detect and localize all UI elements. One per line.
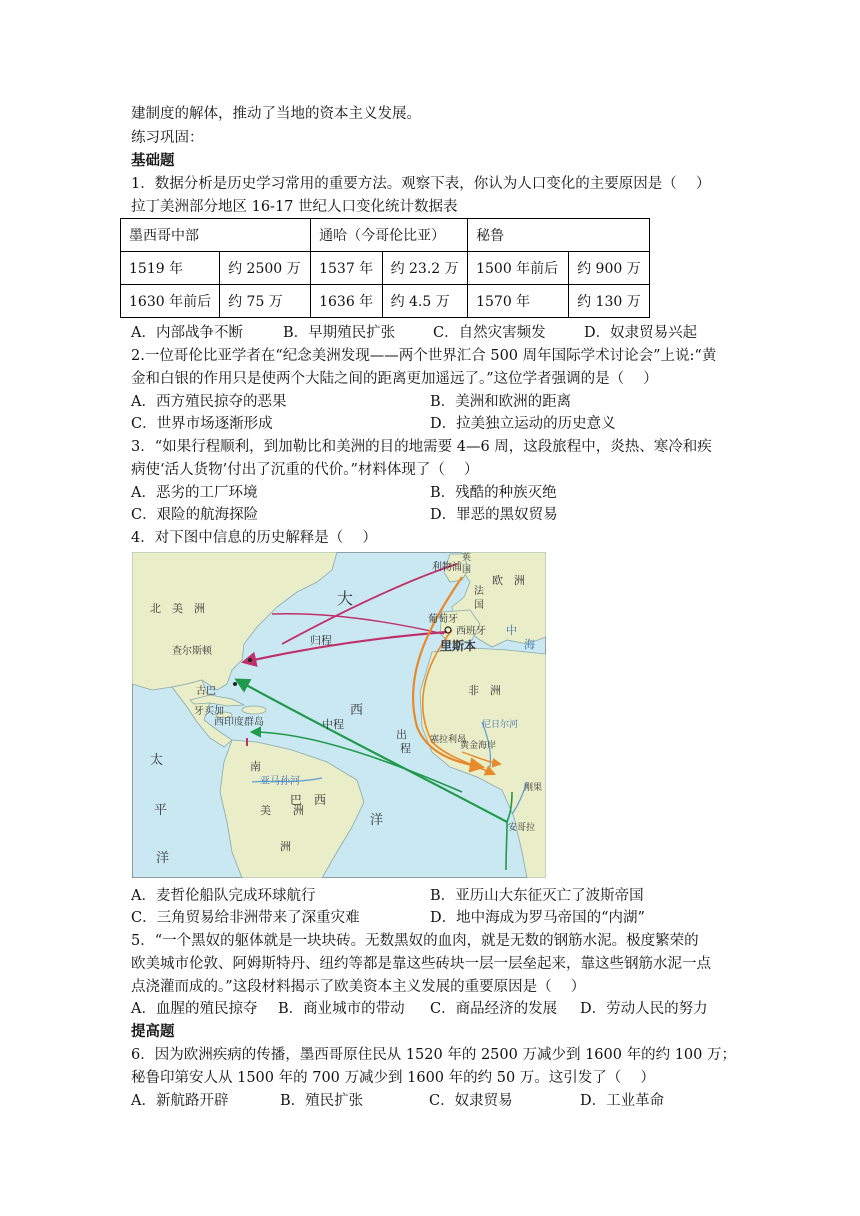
label-amazon: 亚马孙河 [260, 776, 300, 787]
intro-line: 建制度的解体，推动了当地的资本主义发展。 [131, 106, 421, 122]
q5-option-d[interactable]: D．劳动人民的努力 [580, 1001, 708, 1017]
label-outward1: 出 [396, 729, 407, 741]
q6-option-c[interactable]: C．奴隶贸易 [429, 1093, 513, 1109]
label-return-route: 归程 [310, 635, 332, 647]
q4-option-a[interactable]: A．麦哲伦船队完成环球航行 [131, 888, 316, 904]
q1-stem: 1．数据分析是历史学习常用的重要方法。观察下表，你认为人口变化的主要原因是（ ） [131, 176, 711, 192]
label-france2: 国 [474, 600, 484, 611]
q3-option-c[interactable]: C．艰险的航海探险 [131, 507, 259, 523]
q2-option-c[interactable]: C．世界市场逐渐形成 [131, 416, 273, 432]
label-sierra-leone: 塞拉利昂 [430, 734, 467, 744]
label-africa: 非 洲 [468, 685, 501, 697]
q4-stem: 4．对下图中信息的历史解释是（ ） [131, 530, 377, 546]
label-zhou: 洲 [280, 841, 291, 853]
label-congo: 刚果 [524, 782, 543, 792]
label-brazil: 巴 西 [290, 793, 327, 807]
q4-options-row1 [131, 886, 644, 906]
table-header-row [121, 219, 650, 252]
label-liverpool: 利物浦 [432, 562, 462, 573]
label-lisbon: 里斯本 [440, 639, 477, 653]
label-cuba: 古巴 [196, 686, 216, 697]
q5-option-a[interactable]: A．血腥的殖民掠夺 [131, 1001, 258, 1017]
table-cell: 约 4.5 万 [382, 285, 468, 318]
label-west-indies: 西印度群岛 [214, 717, 264, 728]
q2-options-row2 [131, 414, 616, 434]
label-tai: 太 [150, 752, 164, 767]
table-header-cell: 秘鲁 [468, 219, 650, 252]
q3-option-d[interactable]: D．罪恶的黑奴贸易 [430, 507, 558, 523]
advanced-section-heading: 提高题 [131, 1023, 175, 1040]
q6-option-a[interactable]: A．新航路开辟 [131, 1093, 229, 1109]
charleston-marker [248, 658, 252, 662]
label-jamaica: 牙买加 [194, 706, 224, 717]
q5-option-b[interactable]: B．商业城市的带动 [278, 1001, 405, 1017]
label-charleston: 查尔斯顿 [172, 646, 212, 657]
middle-route-branch [506, 822, 507, 870]
q1-options [131, 323, 697, 343]
q4-option-d[interactable]: D．地中海成为罗马帝国的“内湖” [430, 910, 645, 926]
label-ping: 平 [154, 802, 168, 817]
q6-line2: 秘鲁印第安人从 1500 年的 700 万减少到 1600 年的约 50 万。这引发了（ ） [131, 1070, 655, 1086]
table-cell: 1519 年 [121, 252, 220, 285]
table-cell: 约 2500 万 [220, 252, 311, 285]
label-spain: 西班牙 [456, 626, 486, 637]
q1-option-d[interactable]: D．奴隶贸易兴起 [584, 325, 698, 341]
table-row [121, 252, 650, 285]
table-cell: 约 23.2 万 [382, 252, 468, 285]
label-north-america: 北 美 洲 [150, 603, 205, 615]
label-uk1: 英 [462, 552, 472, 562]
label-gold-coast: 黄金海岸 [460, 740, 497, 750]
table-cell: 约 130 万 [569, 285, 650, 318]
q4-option-c[interactable]: C．三角贸易给非洲带来了深重灾难 [131, 910, 360, 926]
triangular-trade-map [132, 552, 546, 878]
table-header-cell: 通哈（今哥伦比亚） [311, 219, 468, 252]
label-xi: 西 [350, 702, 364, 717]
label-zhong: 中 [506, 625, 517, 637]
q3-option-b[interactable]: B．残酷的种族灭绝 [430, 485, 557, 501]
q2-options-row1 [131, 392, 571, 412]
q2-option-a[interactable]: A．西方殖民掠夺的恶果 [131, 394, 287, 410]
q5-line1: 5．“一个黑奴的躯体就是一块块砖。无数黑奴的血肉，就是无数的钢筋水泥。极度繁荣的 [131, 933, 699, 949]
label-hai: 海 [524, 639, 535, 651]
q4-option-b[interactable]: B．亚历山大东征灭亡了波斯帝国 [430, 888, 644, 904]
label-europe: 欧 洲 [492, 575, 525, 587]
q6-option-d[interactable]: D．工业革命 [580, 1093, 665, 1109]
label-france1: 法 [474, 586, 484, 597]
label-yang: 洋 [370, 812, 384, 827]
table-cell: 1537 年 [311, 252, 382, 285]
q6-line1: 6．因为欧洲疾病的传播，墨西哥原住民从 1520 年的 2500 万减少到 1600 年的约 100 万； [131, 1047, 736, 1063]
q1-option-c[interactable]: C．自然灾害频发 [433, 325, 546, 341]
q4-options-row2 [131, 908, 645, 928]
q3-option-a[interactable]: A．恶劣的工厂环境 [131, 485, 258, 501]
q5-line2: 欧美城市伦敦、阿姆斯特丹、纽约等都是靠这些砖块一层一层垒起来，靠这些钢筋水泥一点 [131, 956, 711, 972]
table-cell: 约 900 万 [569, 252, 650, 285]
basic-section-heading: 基础题 [131, 152, 175, 169]
q3-options-row2 [131, 505, 558, 525]
q3-line1: 3．“如果行程顺利，到加勒比和美洲的目的地需要 4—6 周，这段旅程中，炎热、寒冷和疾 [131, 439, 712, 455]
q3-options-row1 [131, 483, 557, 503]
label-portugal: 葡萄牙 [428, 614, 458, 625]
table-cell: 1630 年前后 [121, 285, 220, 318]
q2-option-b[interactable]: B．美洲和欧洲的距离 [430, 394, 572, 410]
label-da: 大 [337, 591, 354, 608]
label-angola: 安哥拉 [508, 822, 536, 832]
table-cell: 1500 年前后 [468, 252, 569, 285]
q1-table-title: 拉丁美洲部分地区 16-17 世纪人口变化统计数据表 [131, 199, 458, 215]
q1-option-b[interactable]: B．早期殖民扩张 [283, 325, 396, 341]
table-cell: 1570 年 [468, 285, 569, 318]
table-header-cell: 墨西哥中部 [121, 219, 311, 252]
label-south-america: 美 洲 [260, 805, 304, 817]
q6-option-b[interactable]: B．殖民扩张 [280, 1093, 364, 1109]
q2-line1: 2.一位哥伦比亚学者在“纪念美洲发现——两个世界汇合 500 周年国际学术讨论会”上说:“黄 [131, 348, 717, 364]
label-outward2: 程 [400, 743, 411, 755]
q5-line3: 点浇灌而成的。”这段材料揭示了欧美资本主义发展的重要原因是（ ） [131, 979, 586, 995]
q3-line2: 病使‘活人货物’付出了沉重的代价。”材料体现了（ ） [131, 462, 479, 478]
q1-option-a[interactable]: A．内部战争不断 [131, 325, 243, 341]
table-row [121, 285, 650, 318]
q6-options [131, 1091, 664, 1111]
q5-options [131, 999, 708, 1019]
cuba-marker [233, 682, 237, 686]
practice-title: 练习巩固： [131, 130, 204, 146]
label-south: 南 [250, 761, 261, 773]
q2-option-d[interactable]: D．拉美独立运动的历史意义 [430, 416, 616, 432]
label-pacific-yang: 洋 [156, 850, 170, 865]
q2-line2: 金和白银的作用只是使两个大陆之间的距离更加遥远了。”这位学者强调的是（ ） [131, 371, 658, 387]
hispaniola-land [242, 706, 266, 714]
label-niger: 尼日尔河 [482, 719, 519, 729]
table-cell: 1636 年 [311, 285, 382, 318]
label-middle-route: 中程 [322, 719, 344, 731]
label-uk2: 国 [462, 564, 472, 574]
table-cell: 约 75 万 [220, 285, 311, 318]
population-table [120, 218, 650, 318]
q5-option-c[interactable]: C．商品经济的发展 [430, 1001, 558, 1017]
